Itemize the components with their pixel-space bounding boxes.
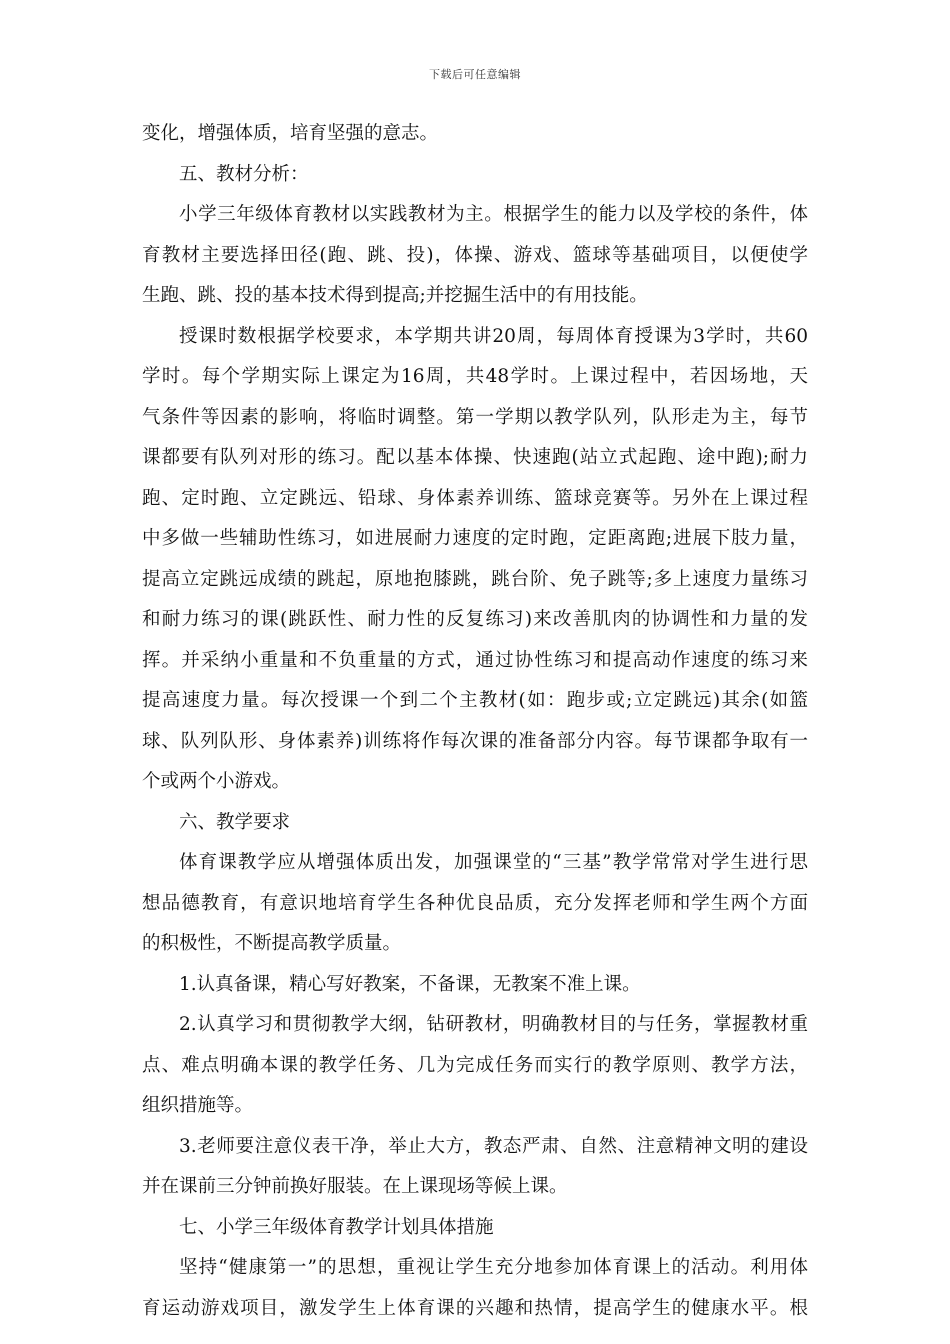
text-line: 提高速度力量。每次授课一个到二个主教材(如：跑步或;立定跳远)其余(如篮 — [142, 690, 808, 711]
text-line: 六、教学要求 — [179, 811, 291, 833]
text-line: 坚持“健康第一”的思想，重视让学生充分地参加体育课上的活动。利用体 — [179, 1257, 808, 1278]
text-line: 1.认真备课，精心写好教案，不备课，无教案不准上课。 — [179, 973, 641, 995]
text-line: 球、队列队形、身体素养)训练将作每次课的准备部分内容。每节课都争取有一 — [142, 730, 808, 752]
text-line: 挥。并采纳小重量和不负重量的方式，通过协性练习和提高动作速度的练习来 — [142, 649, 808, 671]
text-line: 课都要有队列对形的练习。配以基本体操、快速跑(站立式起跑、途中跑);耐力 — [142, 447, 808, 468]
text-line: 3.老师要注意仪表干净，举止大方，教态严肃、自然、注意精神文明的建设 — [179, 1135, 808, 1157]
text-line: 体育课教学应从增强体质出发，加强课堂的“三基”教学常常对学生进行思 — [179, 852, 808, 873]
text-line: 七、小学三年级体育教学计划具体措施 — [179, 1216, 494, 1238]
text-line: 并在课前三分钟前换好服装。在上课现场等候上课。 — [142, 1176, 568, 1197]
text-line: 生跑、跳、投的基本技术得到提高;并挖掘生活中的有用技能。 — [142, 285, 648, 306]
text-line: 育教材主要选择田径(跑、跳、投)，体操、游戏、篮球等基础项目，以便使学 — [142, 244, 808, 266]
text-line: 点、难点明确本课的教学任务、几为完成任务而实行的教学原则、教学方法， — [142, 1054, 808, 1076]
text-line: 提高立定跳远成绩的跳起，原地抱膝跳，跳台阶、免子跳等;多上速度力量练习 — [142, 568, 808, 590]
text-line: 想品德教育，有意识地培育学生各种优良品质，充分发挥老师和学生两个方面 — [142, 892, 808, 914]
text-line: 个或两个小游戏。 — [142, 771, 291, 792]
text-line: 变化，增强体质，培育坚强的意志。 — [142, 123, 439, 144]
text-line: 气条件等因素的影响，将临时调整。第一学期以教学队列，队形走为主，每节 — [142, 406, 808, 428]
text-line: 跑、定时跑、立定跳远、铅球、身体素养训练、篮球竞赛等。另外在上课过程 — [142, 487, 808, 509]
text-line: 组织措施等。 — [142, 1095, 254, 1116]
text-line: 育运动游戏项目，激发学生上体育课的兴趣和热情，提高学生的健康水平。根 — [142, 1297, 808, 1319]
text-line: 和耐力练习的课(跳跃性、耐力性的反复练习)来改善肌肉的协调性和力量的发 — [142, 609, 808, 630]
text-line: 中多做一些辅助性练习，如进展耐力速度的定时跑，定距离跑;进展下肢力量， — [142, 528, 808, 549]
text-line: 五、教材分析： — [179, 163, 309, 185]
text-line: 授课时数根据学校要求，本学期共讲20周，每周体育授课为3学时，共60 — [179, 325, 808, 347]
text-line: 的积极性，不断提高教学质量。 — [142, 933, 402, 954]
page-header: 下载后可任意编辑 — [429, 68, 521, 81]
text-line: 2.认真学习和贯彻教学大纲，钻研教材，明确教材目的与任务，掌握教材重 — [179, 1014, 808, 1035]
document-body — [142, 114, 808, 1329]
text-line: 学时。每个学期实际上课定为16周，共48学时。上课过程中，若因场地，天 — [142, 366, 808, 387]
text-line: 小学三年级体育教材以实践教材为主。根据学生的能力以及学校的条件，体 — [179, 204, 808, 225]
